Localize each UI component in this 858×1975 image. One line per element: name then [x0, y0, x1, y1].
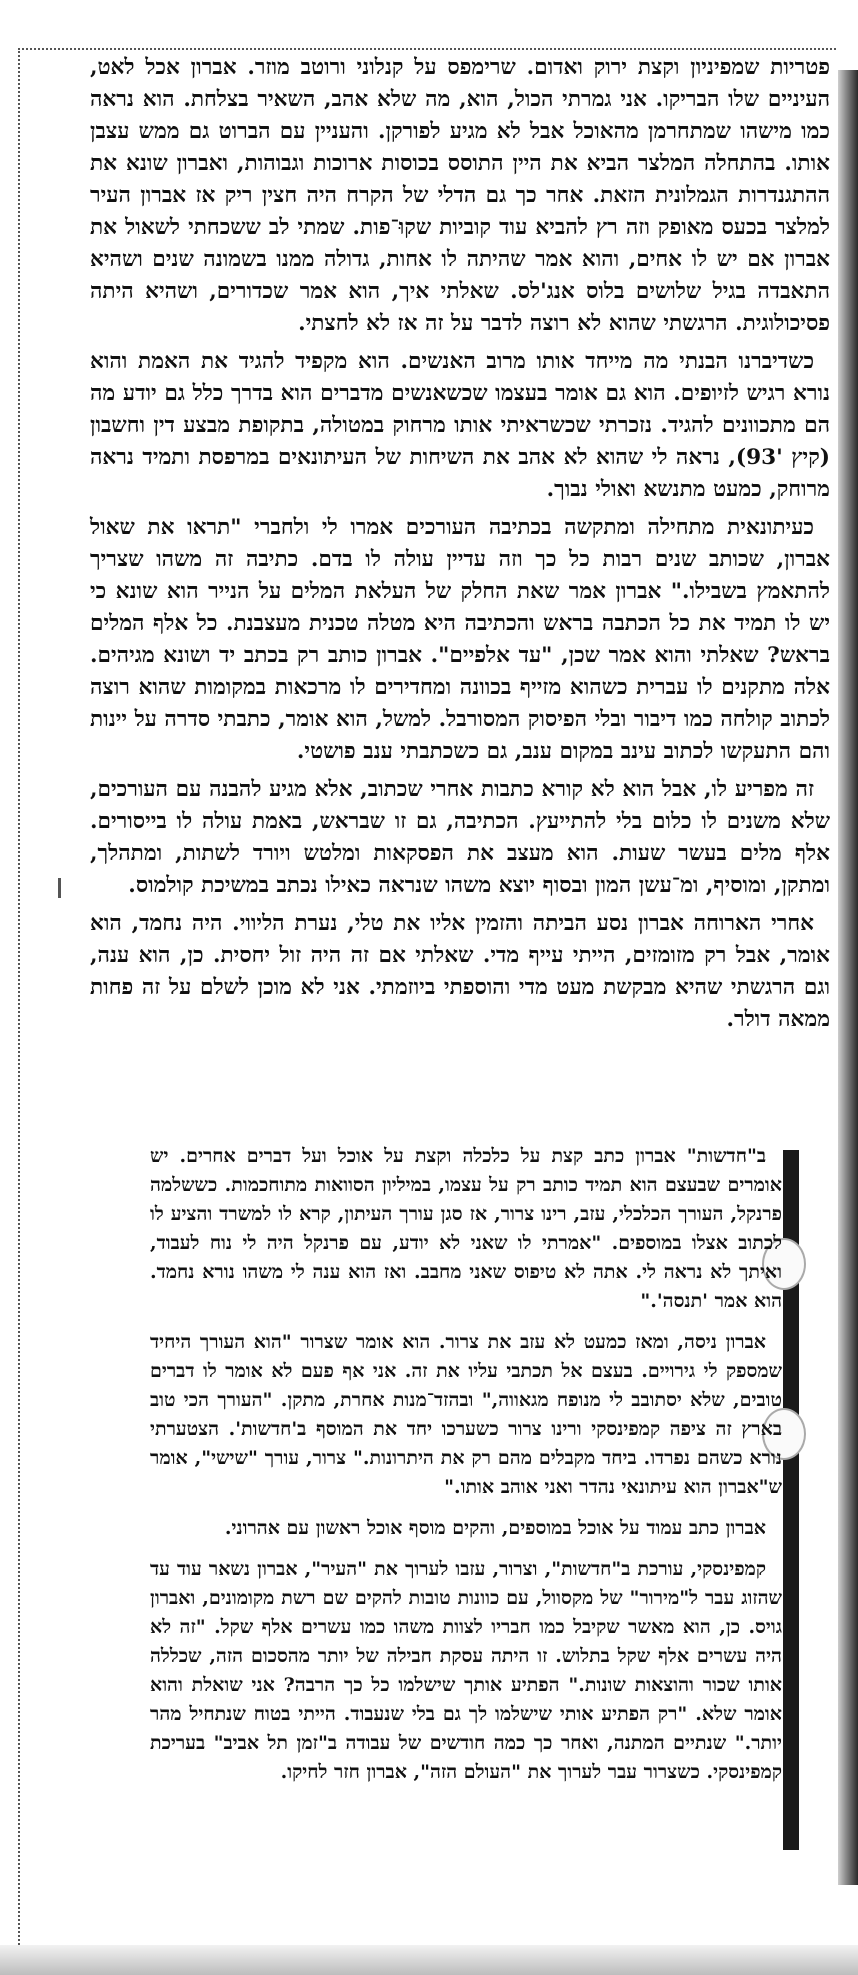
sidebar-paragraph: אברון ניסה, ומאז כמעט לא עזב את צרור. הוא אומר שצרור "הוא העורך היחיד שמספק לי גירויים. בעצם אל תכתבי עליו את זה. אני אף פעם לא אומר לו דברים טובים, שלא יסתובב לי מנופח מגאווה," ובהזד־מנות אחרת, מתקן. "העורך הכי טוב בארץ זה ציפה קמפינסקי ורינו צרור כשערכו יחד את המוסף ב'חדשות'. הצטערתי נורא כשהם נפרדו. ביחד מקבלים מהם רק את היתרונות." צרור, עורך "שישי", אומר ש"אברון הוא עיתונאי נהדר ואני אוהב אותו." [150, 1331, 782, 1498]
article-paragraph: אחרי הארוחה אברון נסע הביתה והזמין אליו את טלי, נערת הליווי. היה נחמד, הוא אומר, אבל רק מזומזים, הייתי עייף מדי. שאלתי אם זה היה זול יחסית. כן, הוא ענה, וגם הרגשתי שהיא מבקשת מעט מדי והוספתי ביוזמתי. אני לא מוכן לשלם על זה פחות ממאה דולר. [90, 911, 830, 1032]
article-paragraph: כעיתונאית מתחילה ומתקשה בכתיבה העורכים אמרו לי ולחברי "תראו את שאול אברון, שכותב שנים רבות כל כך וזה עדיין עולה לו בדם. כתיבה זה משהו שצריך להתאמץ בשבילו." אברון אמר שאת החלק של העלאת המלים על הנייר הוא שונא כי יש לו תמיד את כל הכתבה בראש והכתיבה היא מטלה טכנית מעצבנת. כל אלף המלים בראש? שאלתי והוא אמר שכן, "עד אלפיים". אברון כותב רק בכתב יד ושונא מגיהים. אלה מתקנים לו עברית כשהוא מזייף בכוונה ומחדירים לו מרכאות במקומות שהוא רוצה לכתוב קולחה כמו דיבור ובלי הפיסוק המסורבל. למשל, הוא אומר, כתבתי סדרה על יינות והם התעקשו לכתוב עינב במקום ענב, גם כשכתבתי ענב פושטי. [90, 515, 830, 764]
article-paragraph: זה מפריע לו, אבל הוא לא קורא כתבות אחרי שכתוב, אלא מגיע להבנה עם העורכים, שלא משנים לו כלום בלי להתייעץ. הכתיבה, גם זו שבראש, באמת עולה לו בייסורים. אלף מלים בעשר שעות. הוא מעצב את הפסקאות ומלטש ויורד לשתות, ומתהלך, ומתקן, ומוסיף, ומ־עשן המון ובסוף יוצא משהו שנראה כאילו נכתב במשיכת קולמוס. [90, 777, 830, 898]
sidebar-paragraph: אברון כתב עמוד על אוכל במוספים, והקים מוסף אוכל ראשון עם אהרוני. [224, 1517, 766, 1539]
scanner-edge-shadow [838, 70, 858, 1885]
article-paragraph: פטריות שמפיניון וקצת ירוק ואדום. שרימפס על קנלוני ורוטב מוזר. אברון אכל לאט, העיניים שלו הבריקו. אני גמרתי הכול, הוא, מה שלא אהב, השאיר בצלחת. הוא נראה כמו מישהו שמתחרמן מהאוכל אבל לא מגיע לפורקן. והעניין עם הברוט גם ממש עצבן אותו. בהתחלה המלצר הביא את היין התוסס בכוסות ארוכות וגבוהות, ואברון שונא את ההתגנדרות הגמלונית הזאת. אחר כך גם הדלי של הקרח היה חצין ריק אז אברון העיר למלצר בכעס מאופק וזה רץ להביא עוד קוביות שקוּ־פות. שמתי לב ששכחתי לשאול את אברון אם יש לו אחים, והוא אמר שהיתה לו אחות, גדולה ממנו בשמונה שנים ושהיא התאבדה בגיל שלושים בלוס אנג'לס. שאלתי איך, הוא אמר שכדורים, ושהיא היתה פסיכולוגית. הרגשתי שהוא לא רוצה לדבר על זה אז לא לחצתי. [90, 55, 830, 336]
sidebar-paragraph: קמפינסקי, עורכת ב"חדשות", וצרור, עזבו לערוך את "העיר", אברון נשאר עוד עד שהזוג עבר ל"מירור" של מקסוול, עם כוונות טובות להקים שם רשת מקומונים, ואברון גויס. כן, הוא מאשר שקיבל כמו חבריו לצוות משהו כמו עשרים אלף שקל. "זה לא היה עשרים אלף שקל בתלוש. זו היתה עסקת חבילה של יותר מהסכום הזה, שכללה אותו שכור והוצאות שונות." הפתיע אותך שישלמו כל כך הרבה? אני שואלת והוא אומר שלא. "רק הפתיע אותי שישלמו לך גם בלי שנעבוד. הייתי בטוח שנתחיל מהר יותר." שנתיים המתנה, ואחר כך כמה חודשים של עבודה ב"זמן תל אביב" בעריכת קמפינסקי. כשצרור עבר לערוך את "העולם הזה", אברון חזר לחיקו. [150, 1558, 782, 1783]
margin-mark [58, 878, 61, 898]
dotted-cut-line-left [18, 48, 20, 1945]
article-main-column [90, 52, 830, 1042]
sidebar-paragraph: ב"חדשות" אברון כתב קצת על כלכלה וקצת על אוכל ועל דברים אחרים. יש אומרים שבעצם הוא תמיד כותב רק על עצמו, במיליון הסוואות מתוחכמות. כששלמה פרנקל, העורך הכלכלי, עזב, רינו צרור, אז סגן עורך העיתון, קרא לו למשרד והציע לו לכתוב אצלו במוספים. "אמרתי לו שאני לא יודע, עם פרנקל היה לי נוח לעבוד, ואיתך לא נראה לי. אתה לא טיפוס שאני מחבב. ואז הוא ענה לי משהו נורא נחמד. הוא אמר 'תנסה'." [150, 1145, 782, 1312]
dotted-cut-line-top [18, 48, 836, 50]
article-sidebar [150, 1142, 782, 1799]
article-paragraph: כשדיברנו הבנתי מה מייחד אותו מרוב האנשים. הוא מקפיד להגיד את האמת והוא נורא רגיש לזיופים. הוא גם אומר בעצמו שכשאנשים מדברים הוא בדרך כלל גם יודע מה הם מתכוונים להגיד. נזכרתי שכשראיתי אותו מרחוק במטולה, בתקופת מבצע דין וחשבון (קיץ '93), נראה לי שהוא לא אהב את השיחות של העיתונאים במרפסת ותמיד נראה מרוחק, כמעט מתנשא ואולי נבוך. [90, 349, 830, 502]
scanner-bottom-shadow [0, 1945, 858, 1975]
